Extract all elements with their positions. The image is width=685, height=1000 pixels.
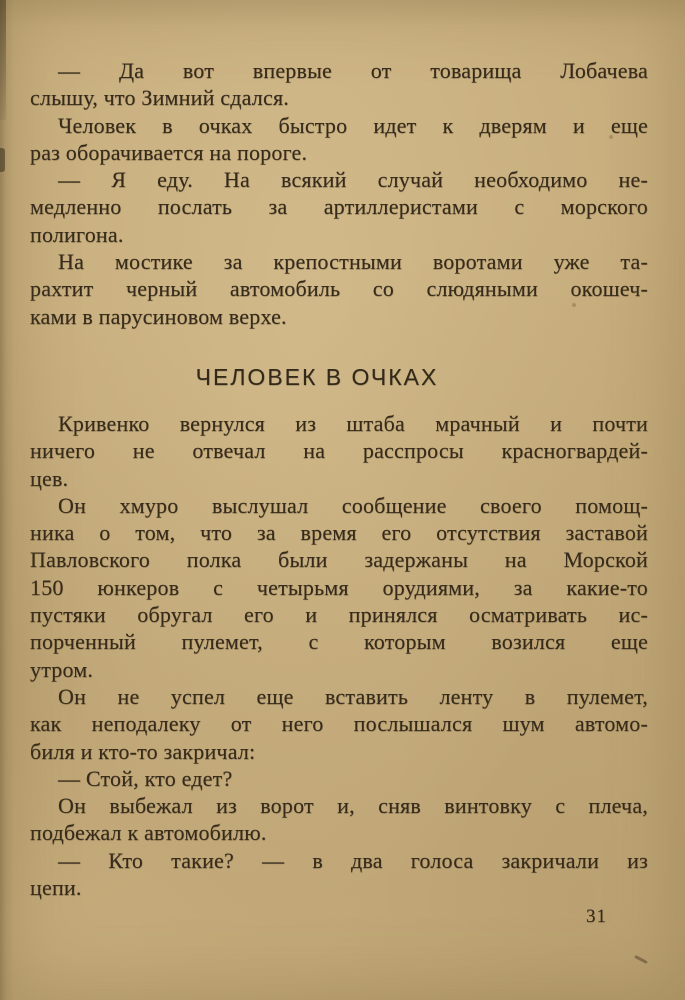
text-line: Он выбежал из ворот и, сняв винтовку с плеча,	[58, 793, 648, 819]
text-block	[30, 57, 648, 901]
text-line: утром.	[30, 656, 94, 682]
text-line: рахтит черный автомобиль со слюдяными окошеч-	[30, 276, 648, 302]
text-line: раз оборачивается на пороге.	[30, 139, 308, 165]
text-line: ничего не отвечал на расспросы красногвардей-	[30, 438, 648, 464]
text-line: пустяки обругал его и принялся осматривать ис-	[30, 602, 648, 628]
text-line: ника о том, что за время его отсутствия заставой	[30, 520, 648, 546]
text-line: Павловского полка были задержаны на Морской	[30, 547, 648, 573]
text-line: медленно послать за артиллеристами с морского	[30, 194, 648, 220]
text-line: порченный пулемет, с которым возился еще	[30, 629, 648, 655]
text-line: Человек в очках быстро идет к дверям и еще	[58, 112, 648, 138]
text-line: — Да вот впервые от товарища Лобачева	[58, 58, 648, 83]
text-line: биля и кто-то закричал:	[30, 738, 256, 764]
text-line: — Стой, кто едет?	[58, 765, 233, 791]
scan-edge-shadow	[0, 0, 6, 120]
text-line: На мостике за крепостными воротами уже та-	[58, 249, 648, 275]
text-line: — Кто такие? — в два голоса закричали из	[58, 847, 648, 873]
scan-edge-mark	[0, 148, 5, 172]
paper-speck	[634, 955, 648, 964]
text-line: цев.	[30, 465, 69, 491]
text-line: ками в парусиновом верхе.	[30, 303, 287, 329]
text-line: слышу, что Зимний сдался.	[30, 85, 289, 111]
text-line: Он не успел еще вставить ленту в пулемет,	[58, 683, 648, 709]
text-line: Кривенко вернулся из штаба мрачный и почти	[58, 410, 648, 436]
text-line: 150 юнкеров с четырьмя орудиями, за какие-то	[30, 574, 648, 600]
section-heading: ЧЕЛОВЕК В ОЧКАХ	[195, 363, 439, 390]
text-line: как неподалеку от него послышался шум автомо-	[30, 711, 648, 737]
text-line: подбежал к автомобилю.	[30, 820, 267, 846]
page-number: 31	[586, 906, 607, 927]
text-line: цепи.	[30, 875, 82, 901]
paper-speck	[572, 303, 576, 307]
text-line: Он хмуро выслушал сообщение своего помощ-	[58, 492, 648, 518]
text-line: — Я еду. На всякий случай необходимо не-	[58, 167, 648, 193]
paper-speck	[609, 135, 613, 139]
text-line: полигона.	[30, 221, 124, 247]
